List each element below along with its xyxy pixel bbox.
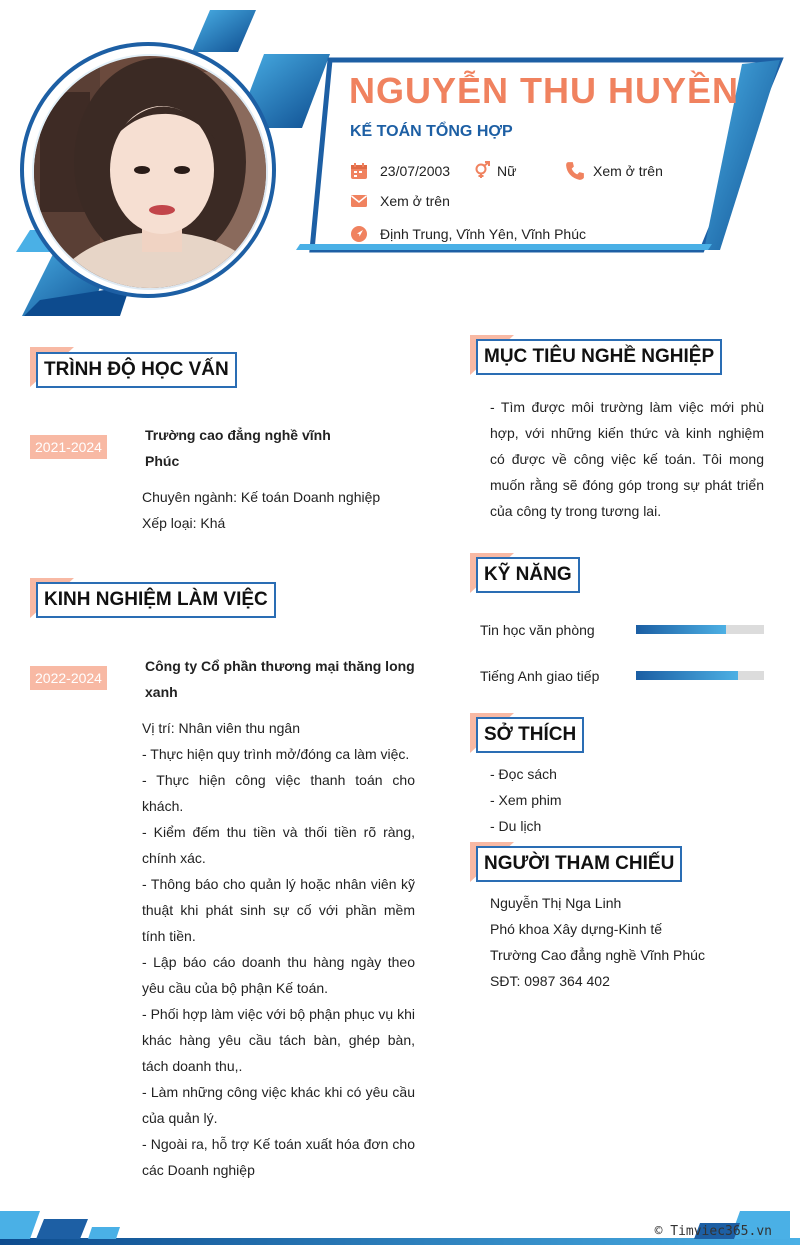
phone-icon [565, 161, 585, 181]
profile-photo [30, 52, 270, 292]
gender: Nữ [497, 163, 517, 179]
task-item: - Kiểm đếm thu tiền và thối tiền rõ ràng, chính xác. [142, 824, 415, 866]
task-item: - Lập báo cáo doanh thu hàng ngày theo yêu cầu của bộ phận Kế toán. [142, 954, 415, 996]
email-icon [350, 192, 368, 210]
education-rank: Xếp loại: Khá [142, 515, 226, 531]
task-item: - Thông báo cho quản lý hoặc nhân viên kỹ thuật khi phát sinh sự cố với phần mềm tính tiền. [142, 876, 415, 944]
hobbies-title: SỞ THÍCH [476, 717, 584, 753]
candidate-name: NGUYỄN THU HUYỀN [349, 70, 740, 111]
school-name: Trường cao đẳng nghề vĩnh Phúc [145, 427, 331, 469]
gender-icon [474, 161, 492, 179]
email: Xem ở trên [380, 193, 450, 209]
hobby-item: - Đọc sách [490, 766, 557, 782]
skill-label: Tin học văn phòng [480, 622, 595, 638]
skill-bar-fill [636, 625, 726, 634]
education-major: Chuyên ngành: Kế toán Doanh nghiệp [142, 489, 381, 505]
task-item: - Làm những công việc khác khi có yêu cầu của quản lý. [142, 1084, 415, 1126]
job-title: KẾ TOÁN TỔNG HỢP [350, 123, 513, 140]
experience-years: 2022-2024 [30, 666, 107, 690]
experience-title: KINH NGHIỆM LÀM VIỆC [36, 582, 276, 618]
skills-title: KỸ NĂNG [476, 557, 580, 593]
company-name: Công ty Cổ phần thương mại thăng long xanh [145, 658, 415, 700]
hobby-item: - Du lịch [490, 818, 542, 834]
location-icon [350, 225, 368, 243]
birthdate: 23/07/2003 [380, 163, 451, 179]
education-title: TRÌNH ĐỘ HỌC VẤN [36, 352, 237, 388]
objective-text: - Tìm được môi trường làm việc mới phù hợp, với những kiến thức và kinh nghiệm có được về công việc kế toán. Tôi mong muốn rằng sẽ đóng góp trong sự phát triển của công ty trong tương lai. [490, 399, 764, 519]
reference-line: Nguyễn Thị Nga Linh [490, 895, 622, 911]
task-item: - Thực hiện công việc thanh toán cho khách. [142, 772, 415, 814]
task-item: - Thực hiện quy trình mở/đóng ca làm việc. [142, 746, 410, 762]
address: Định Trung, Vĩnh Yên, Vĩnh Phúc [380, 226, 586, 242]
task-item: - Phối hợp làm việc với bộ phận phục vụ khi khác hàng yêu cầu tách bàn, ghép bàn, tách doanh thu,. [142, 1006, 415, 1074]
calendar-icon [350, 162, 368, 180]
references-title: NGƯỜI THAM CHIẾU [476, 846, 682, 882]
copyright: © Timviec365.vn [654, 1224, 772, 1239]
experience-position: Vị trí: Nhân viên thu ngân [142, 720, 300, 736]
skill-bar-fill [636, 671, 738, 680]
objective-title: MỤC TIÊU NGHỀ NGHIỆP [476, 339, 722, 375]
reference-line: Phó khoa Xây dựng-Kinh tế [490, 921, 663, 937]
education-years: 2021-2024 [30, 435, 107, 459]
hobby-item: - Xem phim [490, 792, 562, 808]
task-item: - Ngoài ra, hỗ trợ Kế toán xuất hóa đơn cho các Doanh nghiệp [142, 1136, 415, 1178]
reference-line: Trường Cao đẳng nghề Vĩnh Phúc [490, 947, 705, 963]
skill-label: Tiếng Anh giao tiếp [480, 668, 600, 684]
phone: Xem ở trên [593, 163, 663, 179]
experience-tasks [142, 741, 415, 1183]
reference-line: SĐT: 0987 364 402 [490, 973, 610, 989]
